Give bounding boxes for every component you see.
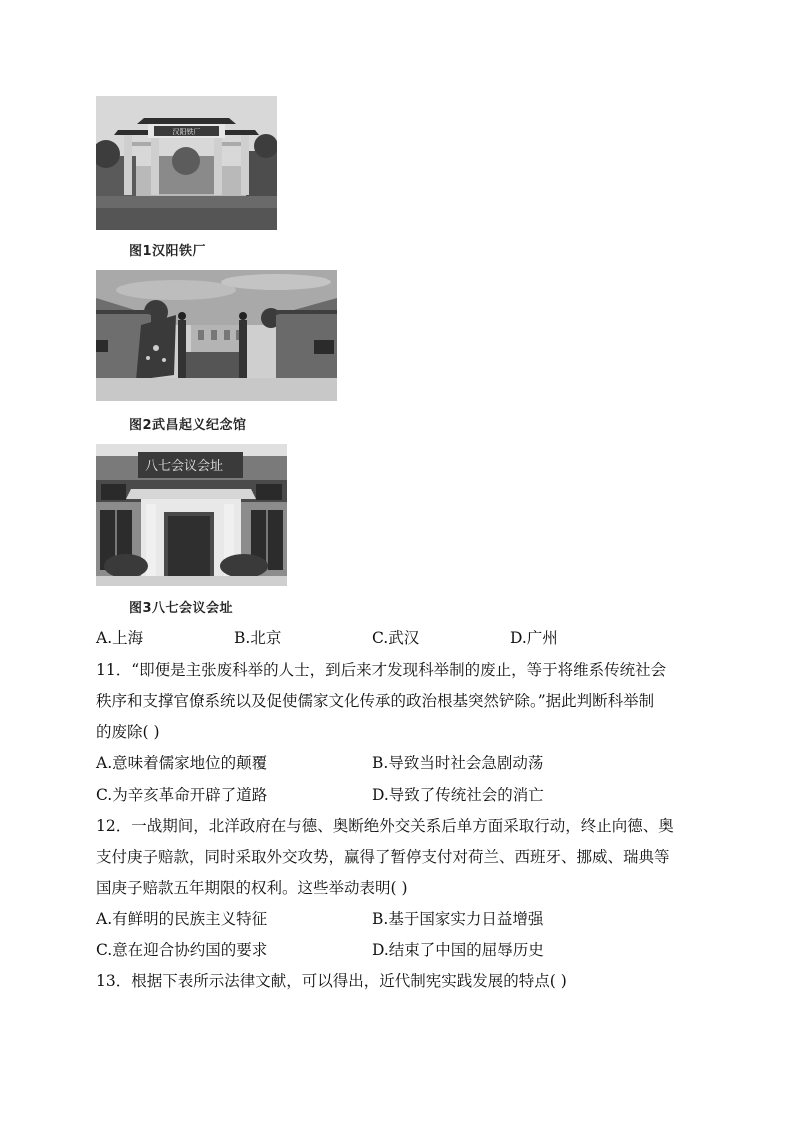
q12-option-b[interactable]: B.基于国家实力日益增强 [372, 910, 544, 928]
q11-option-c[interactable]: C.为辛亥革命开辟了道路 [96, 786, 268, 804]
q12-option-c[interactable]: C.意在迎合协约国的要求 [96, 941, 268, 959]
q12-option-d[interactable]: D.结束了中国的屈辱历史 [372, 941, 544, 959]
q11-option-a[interactable]: A.意味着儒家地位的颠覆 [96, 754, 268, 772]
figure-1-caption: 图1汉阳铁厂 [129, 244, 207, 259]
q10-option-a[interactable]: A.上海 [96, 629, 144, 647]
q12-stem-line-1: 12．一战期间，北洋政府在与德、奥断绝外交关系后单方面采取行动，终止向德、奥 [96, 817, 674, 835]
q12-stem-line-2: 支付庚子赔款，同时采取外交攻势，赢得了暂停支付对荷兰、西班牙、挪威、瑞典等 [96, 848, 670, 866]
figure-1-photo [96, 96, 277, 230]
q11-option-d[interactable]: D.导致了传统社会的消亡 [372, 786, 544, 804]
figure-3-sign: 八七会议会址 [144, 459, 224, 474]
figure-3-photo [96, 444, 287, 586]
figure-2-photo [96, 270, 337, 401]
figure-1-sign: 汉阳铁厂 [172, 128, 201, 136]
q10-option-b[interactable]: B.北京 [234, 629, 282, 647]
q13-stem-line-1: 13．根据下表所示法律文献，可以得出，近代制宪实践发展的特点( ) [96, 972, 567, 990]
q10-option-c[interactable]: C.武汉 [372, 629, 420, 647]
q11-stem-line-2: 秩序和支撑官僚系统以及促使儒家文化传承的政治根基突然铲除。”据此判断科举制 [96, 692, 655, 710]
q12-option-a[interactable]: A.有鲜明的民族主义特征 [96, 910, 268, 928]
figure-3-caption: 图3八七会议会址 [129, 601, 234, 616]
q11-stem-line-3: 的废除( ) [96, 723, 160, 741]
q11-stem-line-1: 11．“即便是主张废科举的人士，到后来才发现科举制的废止，等于将维系传统社会 [96, 661, 667, 679]
q12-stem-line-3: 国庚子赔款五年期限的权利。这些举动表明( ) [96, 879, 408, 897]
figure-2-caption: 图2武昌起义纪念馆 [129, 418, 247, 433]
q10-option-d[interactable]: D.广州 [510, 629, 558, 647]
q11-option-b[interactable]: B.导致当时社会急剧动荡 [372, 754, 544, 772]
